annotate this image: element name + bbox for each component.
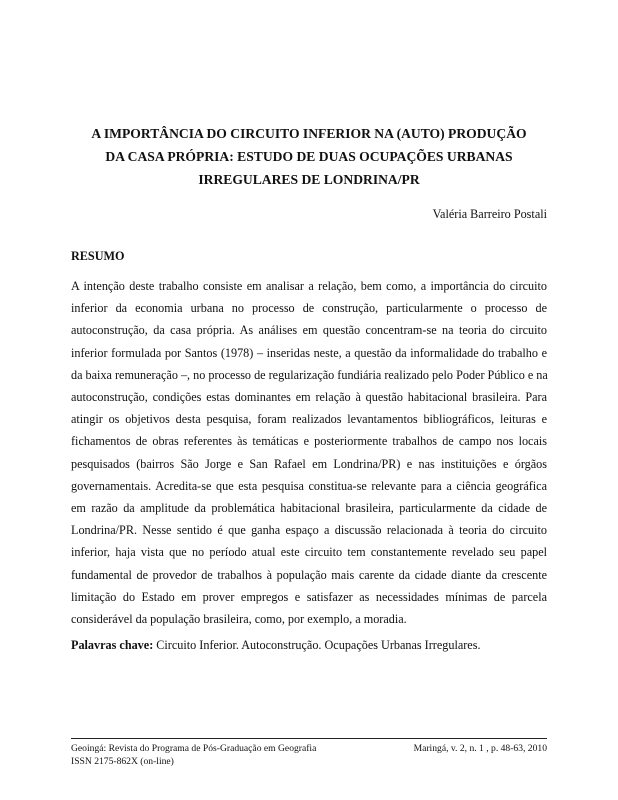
author-name: Valéria Barreiro Postali [432,207,547,221]
abstract-line: autoconstrução, da casa própria. As análises em questão concentram-se na teoria do circuito [71,323,547,338]
abstract-line: inferior da economia urbana no processo de construção, particularmente o processo de [71,301,547,316]
abstract-line: inferior formulada por Santos (1978) – inseridas neste, a questão da informalidade do trabalho e [71,345,547,360]
abstract-line: A intenção deste trabalho consiste em analisar a relação, bem como, a importância do circuito [71,279,547,293]
abstract-line: Londrina/PR. Nesse sentido é que ganha espaço a discussão relacionada à teoria do circuito [71,523,547,538]
abstract-line: atingir os objetivos desta pesquisa, foram realizados levantamentos bibliográficos, leituras e [71,412,547,427]
abstract-line: limitação do Estado em prover empregos e satisfazer as necessidades mínimas de parcela [71,589,547,604]
keywords-label: Palavras chave: [71,638,154,652]
abstract-line: fundamental de provedor de trabalhos à população mais carente da cidade diante da crescente [71,567,547,582]
abstract-line: considerável da população brasileira, como, por exemplo, a moradia. [71,612,407,627]
footer-divider [71,738,547,739]
keywords-text: Circuito Inferior. Autoconstrução. Ocupações Urbanas Irregulares. [156,638,481,652]
title-line: IRREGULARES DE LONDRINA/PR [198,172,420,187]
abstract-line: fichamentos de obras referentes às temáticas e posteriormente trabalhos de campo nos locais [71,434,547,449]
abstract-line: em razão da amplitude da problemática habitacional brasileira, particularmente da cidade de [71,501,547,516]
footer-issn: ISSN 2175-862X (on-line) [71,756,174,767]
abstract-line: inferior, haja vista que no período atual este circuito tem constantemente revelado seu papel [71,545,547,560]
title-line: DA CASA PRÓPRIA: ESTUDO DE DUAS OCUPAÇÕES URBANAS [105,149,513,164]
abstract-body [71,275,547,630]
footer-journal-name: Geoingá: Revista do Programa de Pós-Graduação em Geografia [71,743,317,754]
abstract-line: autoconstrução, condições estas dominantes em relação à questão habitacional brasileira. Para [71,390,547,405]
footer-citation: Maringá, v. 2, n. 1 , p. 48-63, 2010 [413,743,547,754]
abstract-line: pesquisados (bairros São Jorge e San Rafael em Londrina/PR) e nas instituições e órgãos [71,456,547,471]
footer-journal-info [71,742,316,768]
abstract-line: governamentais. Acredita-se que esta pesquisa constitua-se relevante para a ciência geográfica [71,478,547,493]
paper-title [60,122,558,191]
abstract-heading: RESUMO [71,249,125,263]
keywords [71,638,547,653]
title-line: A IMPORTÂNCIA DO CIRCUITO INFERIOR NA (AUTO) PRODUÇÃO [91,126,527,141]
abstract-line: da baixa remuneração –, no processo de regularização fundiária realizado pelo Poder Público e na [71,367,548,382]
